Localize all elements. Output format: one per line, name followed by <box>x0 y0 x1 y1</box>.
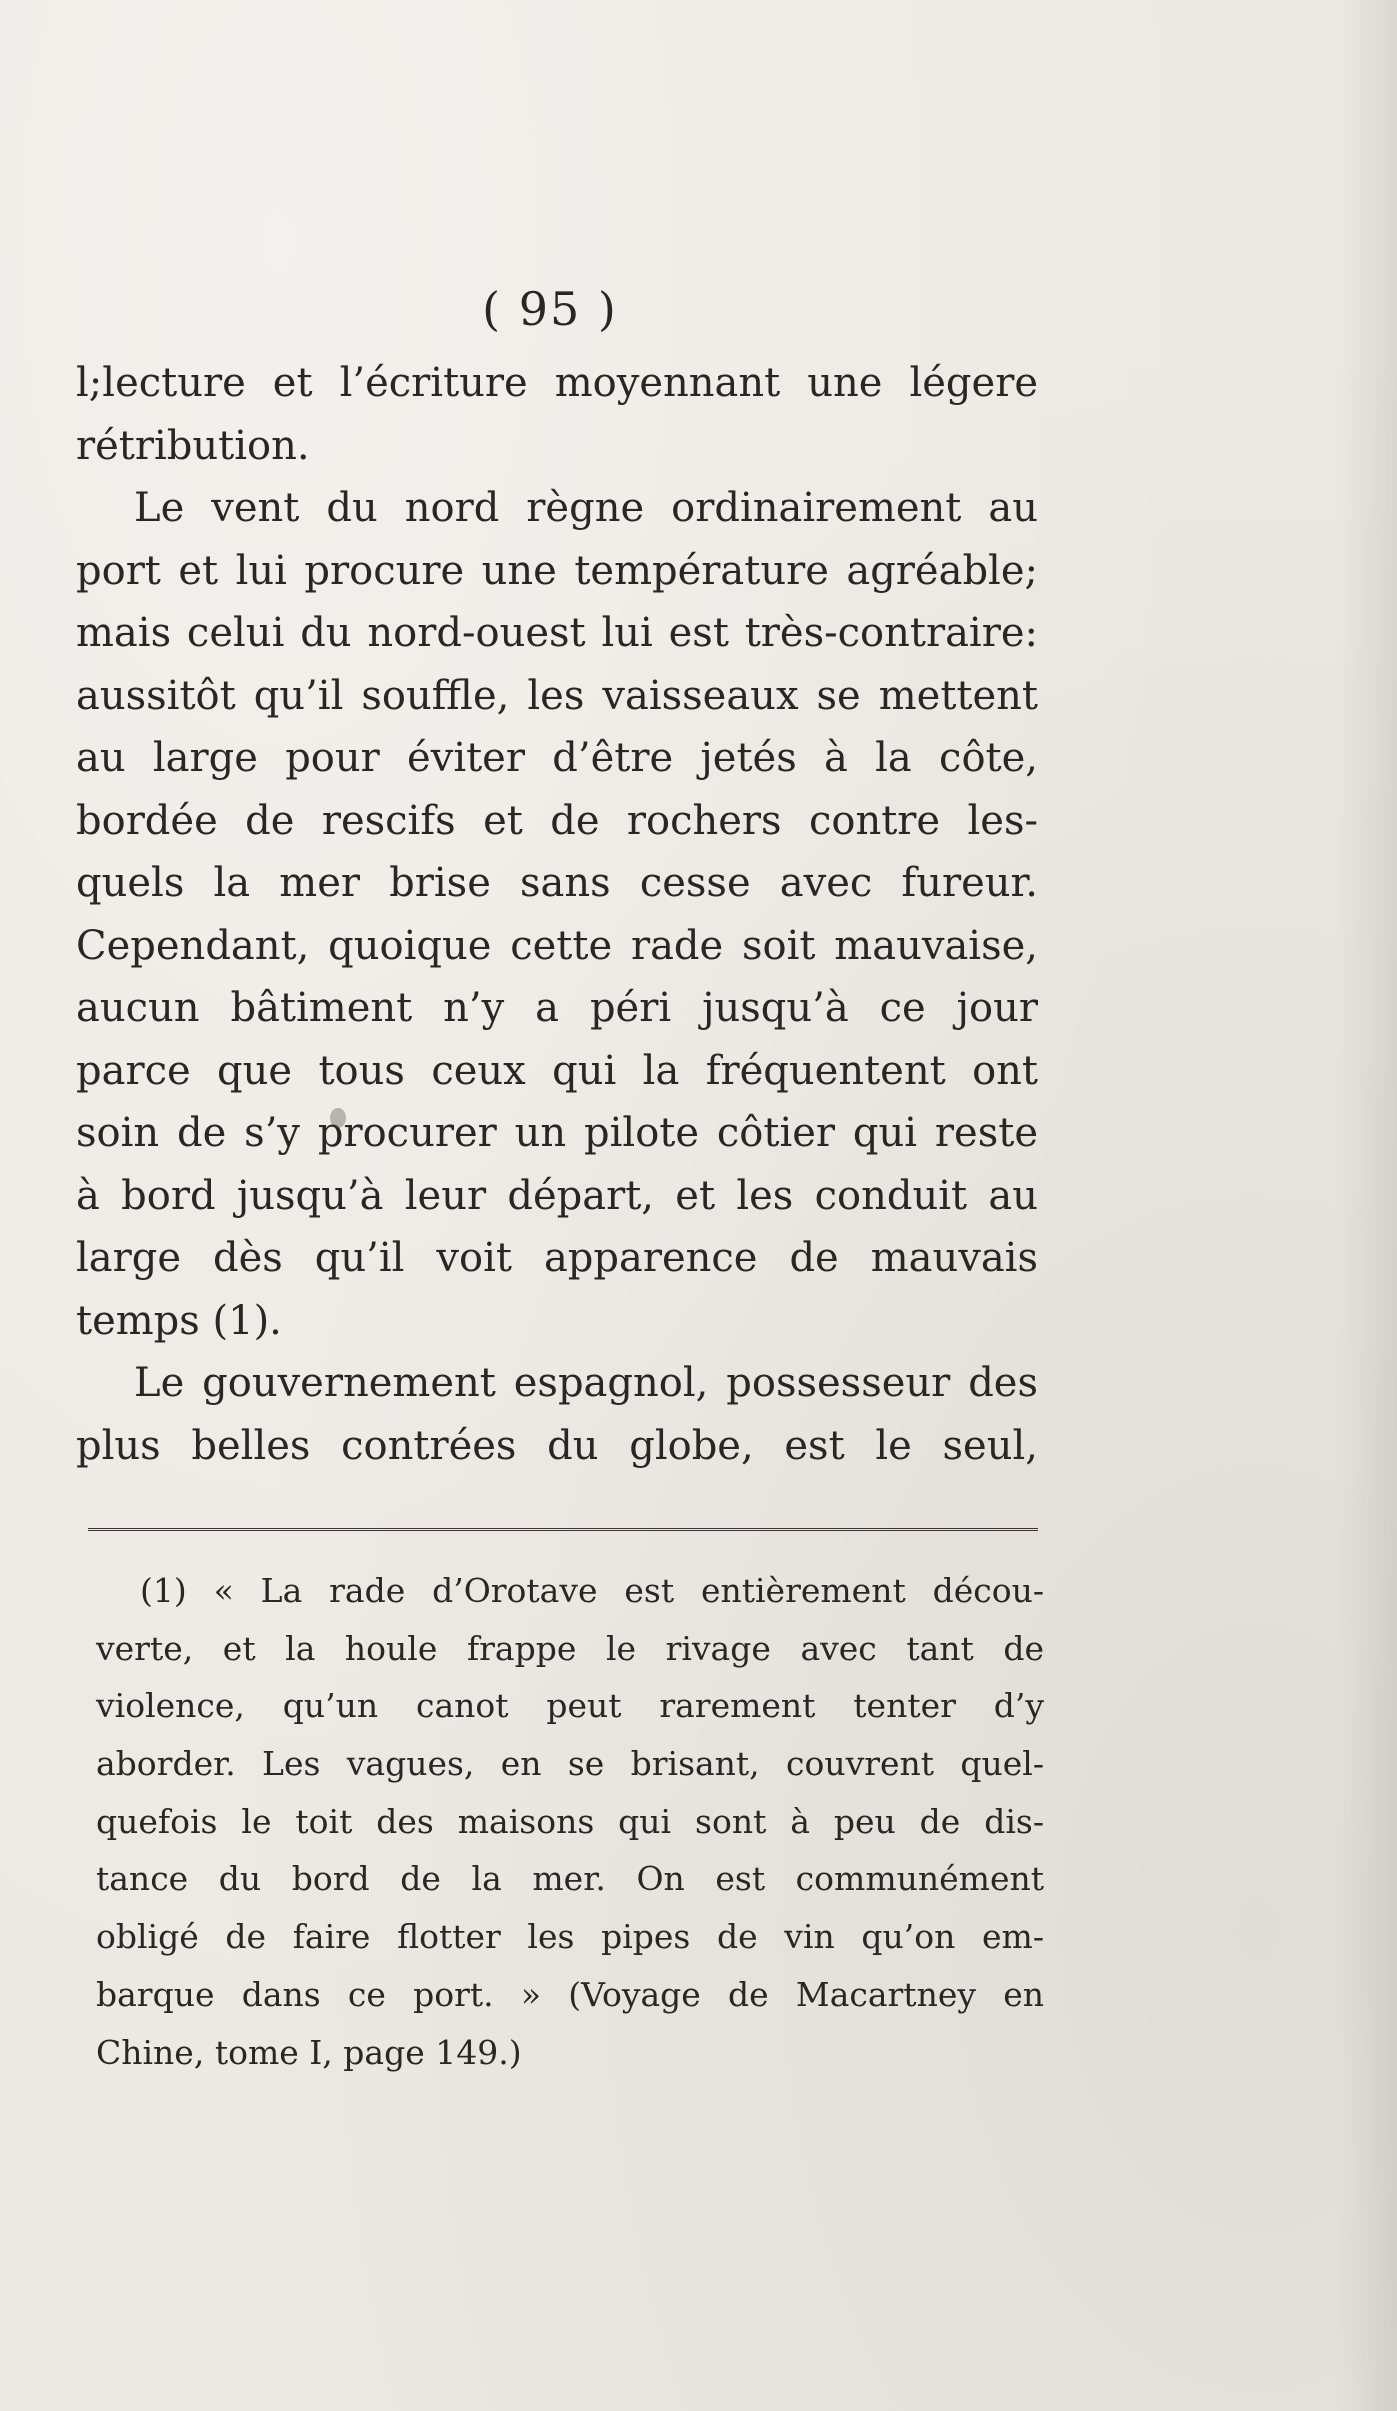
text-line: parce que tous ceux qui la fréquentent ont <box>76 1047 1038 1094</box>
footnote-line: aborder. Les vagues, en se brisant, couvrent quel- <box>96 1744 1044 1784</box>
text-line: plus belles contrées du globe, est le seul, <box>76 1422 1038 1469</box>
footnote-line: tance du bord de la mer. On est communément <box>96 1859 1044 1899</box>
ink-stain-mark <box>330 1108 346 1128</box>
text-line: au large pour éviter d’être jetés à la côte, <box>76 735 1038 781</box>
footnote-line: verte, et la houle frappe le rivage avec tant de <box>96 1628 1044 1668</box>
text-line: Le vent du nord règne ordinairement au <box>134 485 1038 531</box>
text-line: large dès qu’il voit apparence de mauvais <box>76 1235 1038 1281</box>
text-line: temps (1). <box>76 1297 282 1344</box>
page-number: ( 95 ) <box>482 282 618 336</box>
text-line: mais celui du nord-ouest lui est très-contraire: <box>76 610 1038 656</box>
footnote-line: obligé de faire flotter les pipes de vin qu’on em- <box>96 1917 1044 1957</box>
footnote-line: (1) « La rade d’Orotave est entièrement décou- <box>140 1571 1044 1610</box>
text-line: l;lecture et l’écriture moyennant une légere <box>76 360 1038 406</box>
footnote-line: violence, qu’un canot peut rarement tenter d’y <box>96 1686 1044 1726</box>
text-line: port et lui procure une température agréable; <box>76 547 1038 594</box>
text-line: rétribution. <box>76 422 310 469</box>
main-text-block <box>76 352 1038 1477</box>
text-line: bordée de rescifs et de rochers contre les- <box>76 797 1038 844</box>
footnote-line: quefois le toit des maisons qui sont à peu de dis- <box>96 1801 1044 1841</box>
footnote-line: Chine, tome I, page 149.) <box>96 2032 522 2072</box>
text-line: quels la mer brise sans cesse avec fureur. <box>76 860 1038 906</box>
footnote-separator-rule <box>88 1528 1038 1531</box>
footnote-block <box>96 1562 1044 2081</box>
page-edge-shadow <box>1337 0 1397 2411</box>
text-line: Cependant, quoique cette rade soit mauvaise, <box>76 922 1038 969</box>
text-line: à bord jusqu’à leur départ, et les conduit au <box>76 1172 1038 1219</box>
text-line: aucun bâtiment n’y a péri jusqu’à ce jour <box>76 985 1038 1031</box>
text-line: soin de s’y procurer un pilote côtier qui reste <box>76 1110 1038 1156</box>
text-line: aussitôt qu’il souffle, les vaisseaux se mettent <box>76 672 1038 719</box>
footnote-line: barque dans ce port. » (Voyage de Macartney en <box>96 1974 1044 2014</box>
text-line: Le gouvernement espagnol, possesseur des <box>134 1360 1038 1406</box>
